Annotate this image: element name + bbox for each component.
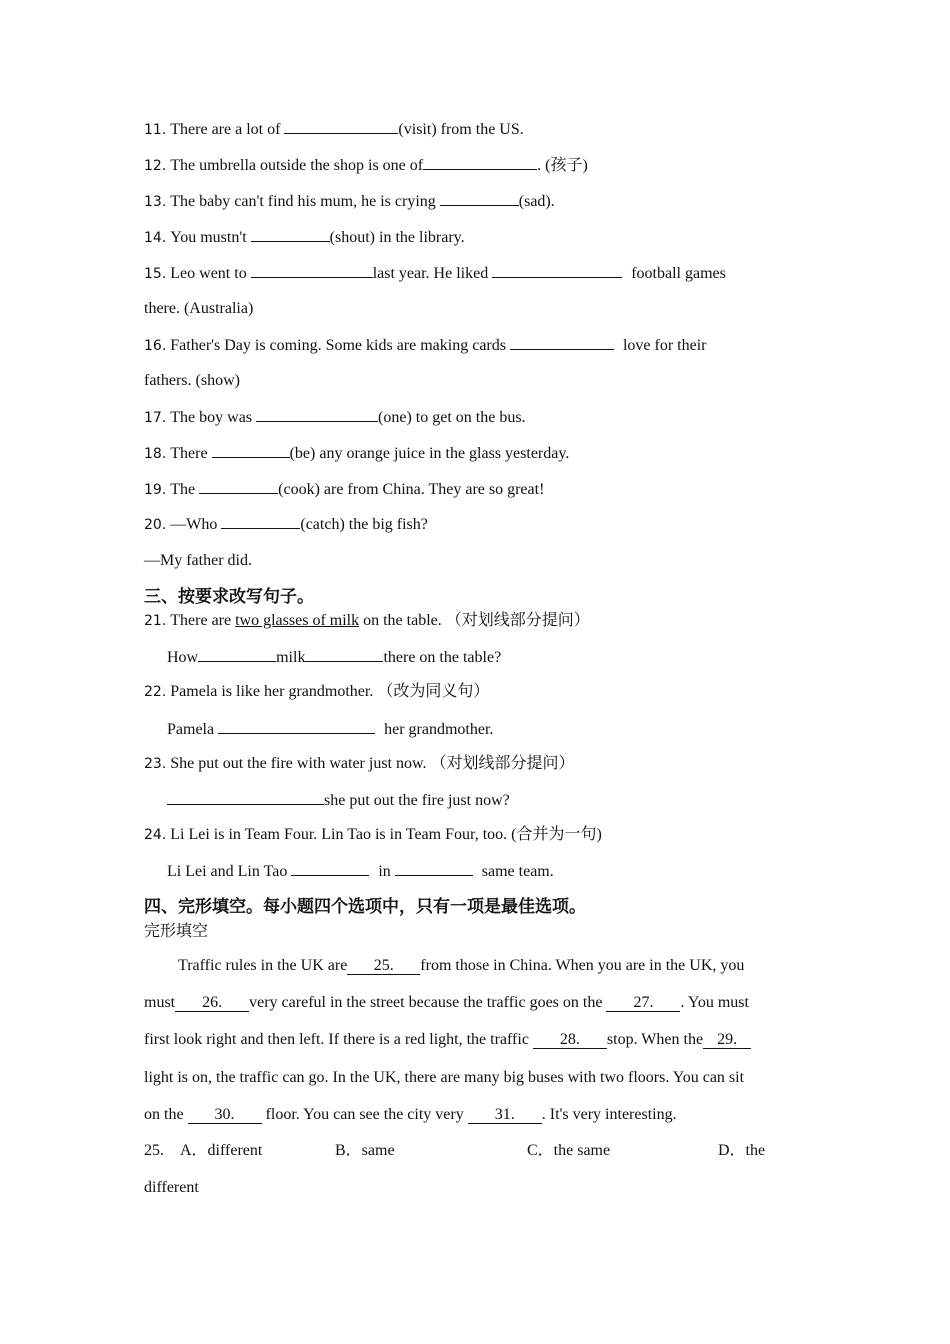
question-20-reply: —My father did.	[144, 552, 252, 569]
cloze-blank-27[interactable]: 27.	[606, 994, 680, 1012]
answer-blank[interactable]	[212, 442, 290, 458]
cloze-line-1: Traffic rules in the UK are 25. from those in China. When you are in the UK, you	[178, 957, 745, 974]
underlined-phrase: two glasses of milk	[235, 612, 360, 629]
cloze-blank-26[interactable]: 26.	[175, 994, 249, 1012]
answer-blank[interactable]	[440, 190, 519, 206]
question-15-continued: there. (Australia)	[144, 300, 254, 317]
answer-blank[interactable]	[167, 789, 324, 805]
cloze-blank-31[interactable]: 31.	[468, 1106, 542, 1124]
section-4-subtitle: 完形填空	[144, 921, 209, 940]
question-19: 19. The (cook) are from China. They are so great!	[144, 478, 544, 500]
option-b[interactable]: B．same	[335, 1142, 395, 1159]
section-3-heading: 三、按要求改写句子。	[144, 587, 314, 607]
cloze-line-4: light is on, the traffic can go. In the UK, there are many big buses with two floors. You can sit	[144, 1069, 745, 1086]
cloze-blank-25[interactable]: 25.	[347, 957, 420, 975]
answer-blank[interactable]	[305, 646, 383, 662]
cloze-line-2: must 26. very careful in the street because the traffic goes on the 27. . You must	[144, 994, 749, 1011]
answer-blank[interactable]	[198, 646, 276, 662]
question-16-continued: fathers. (show)	[144, 372, 240, 389]
cloze-blank-30[interactable]: 30.	[188, 1106, 262, 1124]
answer-blank[interactable]	[199, 478, 278, 494]
option-d[interactable]: D．the	[718, 1142, 766, 1159]
cloze-line-5: on the 30. floor. You can see the city very 31. . It's very interesting.	[144, 1106, 677, 1123]
question-15: 15. Leo went to last year. He liked football games	[144, 262, 726, 284]
question-14: 14. You mustn't (shout) in the library.	[144, 226, 465, 248]
answer-blank[interactable]	[284, 118, 398, 134]
answer-blank[interactable]	[510, 334, 614, 350]
question-18: 18. There (be) any orange juice in the glass yesterday.	[144, 442, 569, 464]
answer-blank[interactable]	[221, 513, 300, 529]
question-22: 22. Pamela is like her grandmother. （改为同义句）	[144, 683, 490, 700]
question-16: 16. Father's Day is coming. Some kids are making cards love for their	[144, 334, 707, 356]
answer-blank[interactable]	[423, 154, 537, 170]
question-23-answer-line: she put out the fire just now?	[167, 789, 510, 811]
cloze-line-3: first look right and then left. If there is a red light, the traffic 28. stop. When the 29.	[144, 1030, 751, 1050]
question-13: 13. The baby can't find his mum, he is crying (sad).	[144, 190, 555, 212]
question-11: 11. There are a lot of (visit) from the US.	[144, 118, 524, 140]
question-21-answer-line: How milk there on the table?	[167, 646, 501, 668]
section-4-heading: 四、完形填空。每小题四个选项中，只有一项是最佳选项。	[144, 897, 586, 917]
answer-blank[interactable]	[291, 860, 369, 876]
question-22-answer-line: Pamela her grandmother.	[167, 718, 493, 740]
option-c[interactable]: C．the same	[527, 1142, 611, 1159]
answer-blank[interactable]	[251, 226, 330, 242]
answer-blank[interactable]	[395, 860, 473, 876]
answer-blank[interactable]	[218, 718, 375, 734]
question-12: 12. The umbrella outside the shop is one of . (孩子)	[144, 154, 588, 176]
option-a[interactable]: A．different	[180, 1142, 263, 1159]
cloze-blank-29[interactable]: 29.	[703, 1031, 751, 1049]
question-24-answer-line: Li Lei and Lin Tao in same team.	[167, 860, 554, 882]
question-21: 21. There are two glasses of milk on the table. （对划线部分提问）	[144, 612, 590, 629]
question-24: 24. Li Lei is in Team Four. Lin Tao is in Team Four, too. (合并为一句)	[144, 826, 602, 843]
question-20: 20. —Who (catch) the big fish?	[144, 513, 428, 535]
answer-blank[interactable]	[251, 262, 373, 278]
option-d-continued: different	[144, 1179, 199, 1196]
question-17: 17. The boy was (one) to get on the bus.	[144, 406, 526, 428]
question-25-number: 25.	[144, 1142, 164, 1159]
answer-blank[interactable]	[492, 262, 622, 278]
cloze-blank-28[interactable]: 28.	[533, 1031, 607, 1049]
answer-blank[interactable]	[256, 406, 378, 422]
question-23: 23. She put out the fire with water just now. （对划线部分提问）	[144, 755, 575, 772]
